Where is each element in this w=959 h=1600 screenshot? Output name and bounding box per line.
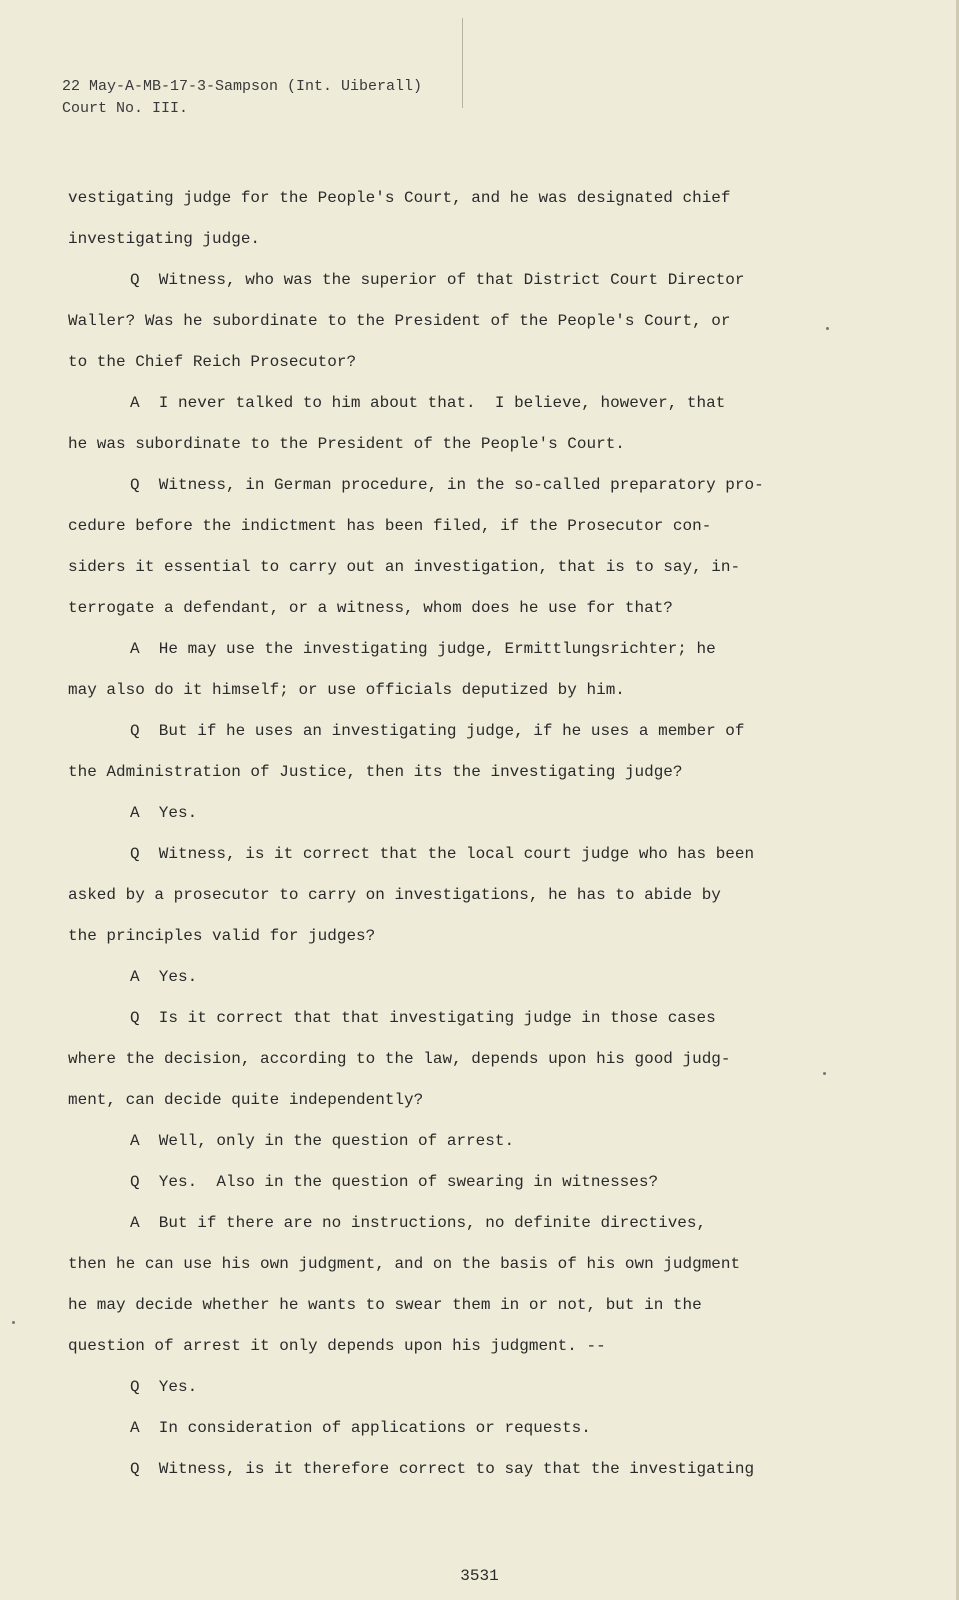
page-number: 3531 [460, 1567, 499, 1585]
transcript-line: the Administration of Justice, then its the investigating judge? [68, 763, 683, 781]
transcript-line: A I never talked to him about that. I believe, however, that [130, 394, 726, 412]
margin-pencil-mark [462, 18, 463, 108]
paper-speck [12, 1321, 15, 1324]
transcript-line: may also do it himself; or use officials deputized by him. [68, 681, 625, 699]
transcript-line: ment, can decide quite independently? [68, 1091, 424, 1109]
transcript-line: A Yes. [130, 968, 198, 986]
transcript-line: question of arrest it only depends upon his judgment. -- [68, 1337, 606, 1355]
transcript-line: siders it essential to carry out an investigation, that is to say, in- [68, 558, 741, 576]
transcript-line: asked by a prosecutor to carry on investigations, he has to abide by [68, 886, 721, 904]
transcript-line: Q Witness, in German procedure, in the so-called preparatory pro- [130, 476, 764, 494]
transcript-line: Q Witness, is it correct that the local court judge who has been [130, 845, 755, 863]
header-session-line: 22 May-A-MB-17-3-Sampson (Int. Uiberall) [62, 78, 423, 95]
transcript-line: Q Witness, who was the superior of that District Court Director [130, 271, 745, 289]
transcript-line: the principles valid for judges? [68, 927, 376, 945]
transcript-line: Q But if he uses an investigating judge, if he uses a member of [130, 722, 745, 740]
transcript-line: cedure before the indictment has been filed, if the Prosecutor con- [68, 517, 712, 535]
transcript-line: A In consideration of applications or requests. [130, 1419, 591, 1437]
transcript-line: to the Chief Reich Prosecutor? [68, 353, 357, 371]
document-header [62, 76, 422, 120]
transcript-line: Q Is it correct that that investigating judge in those cases [130, 1009, 716, 1027]
transcript-line: A But if there are no instructions, no definite directives, [130, 1214, 707, 1232]
transcript-line: vestigating judge for the People's Court, and he was designated chief [68, 189, 731, 207]
transcript-line: A Yes. [130, 804, 198, 822]
header-court-line: Court No. III. [62, 100, 189, 117]
transcript-line: Q Yes. Also in the question of swearing in witnesses? [130, 1173, 659, 1191]
transcript-line: he may decide whether he wants to swear them in or not, but in the [68, 1296, 702, 1314]
transcript-line: investigating judge. [68, 230, 261, 248]
transcript-body [68, 178, 828, 1490]
paper-speck [826, 327, 829, 330]
paper-speck [823, 1072, 826, 1075]
transcript-line: Waller? Was he subordinate to the President of the People's Court, or [68, 312, 731, 330]
transcript-line: A He may use the investigating judge, Ermittlungsrichter; he [130, 640, 716, 658]
transcript-line: then he can use his own judgment, and on the basis of his own judgment [68, 1255, 741, 1273]
transcript-line: terrogate a defendant, or a witness, whom does he use for that? [68, 599, 673, 617]
transcript-line: Q Yes. [130, 1378, 198, 1396]
transcript-line: where the decision, according to the law, depends upon his good judg- [68, 1050, 731, 1068]
transcript-line: he was subordinate to the President of the People's Court. [68, 435, 625, 453]
transcript-line: A Well, only in the question of arrest. [130, 1132, 515, 1150]
transcript-line: Q Witness, is it therefore correct to say that the investigating [130, 1460, 755, 1478]
